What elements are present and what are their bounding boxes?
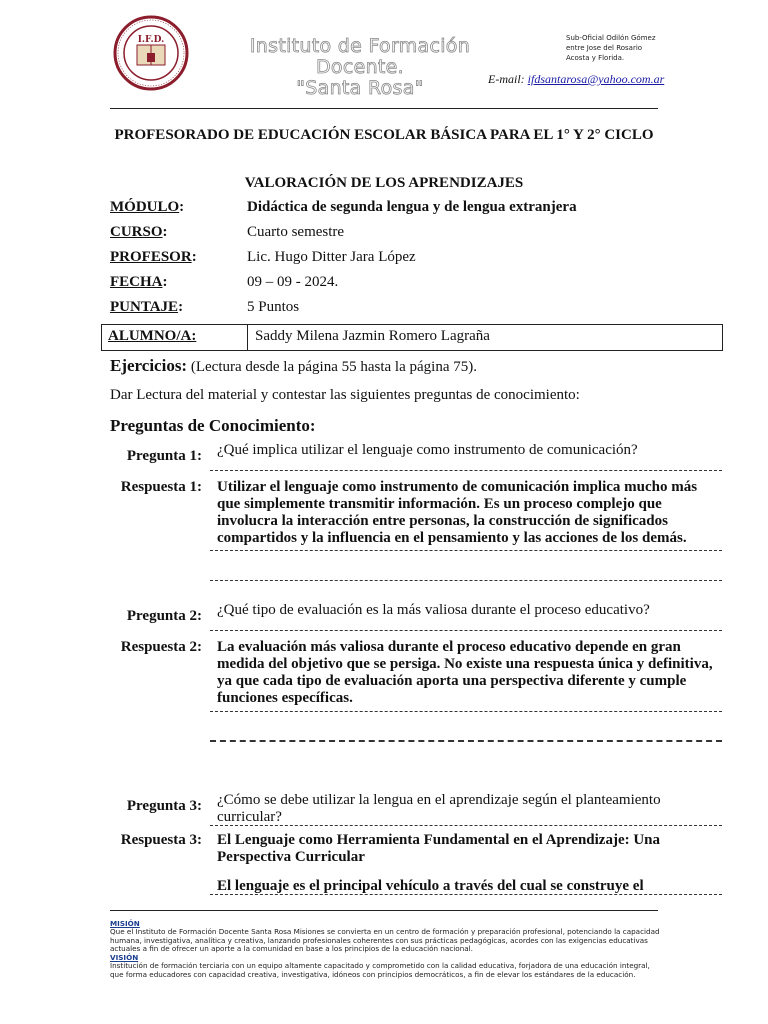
exercises-note: (Lectura desde la página 55 hasta la página 75).: [190, 359, 477, 375]
section-title: Preguntas de Conocimiento:: [110, 416, 316, 435]
info-value-fecha: 09 – 09 - 2024.: [247, 274, 339, 290]
institute-title: [210, 36, 510, 99]
dashed-line: [210, 470, 722, 471]
student-name: Saddy Milena Jazmin Romero Lagraña: [255, 328, 490, 344]
student-box-divider: [247, 325, 248, 350]
question-label-1: Pregunta 1:: [126, 448, 202, 464]
email-line: [488, 72, 664, 87]
mission-text: Que el Instituto de Formación Docente Santa Rosa Misiones se convierta en un centro de formación y preparación profesional, potenciando la capacidad humana, investigativa, analítica y creativa, lanzando profesionales coherentes con sus prácticas pedagógicas, acordes con las exigencias educativas actuales a fin de ofrecer un aporte a la comunidad en base a los principios de la educación nacional.: [110, 927, 660, 954]
answer-text-1: Utilizar el lenguaje como instrumento de comunicación implica mucho más que simplemente transmitir información. Es un proceso complejo que involucra la interacción entre personas, la construcción de significados compartidos y la influencia en el pensamiento y las acciones de los demás.: [217, 479, 698, 546]
footer-divider: [110, 910, 658, 911]
info-value-modulo: Didáctica de segunda lengua y de lengua extranjera: [247, 199, 577, 215]
dashed-line: [210, 740, 722, 742]
header-divider: [110, 108, 658, 109]
info-value-puntaje: 5 Puntos: [247, 299, 300, 315]
dashed-line: [210, 550, 722, 551]
info-label-puntaje: PUNTAJE:: [110, 299, 184, 315]
info-label-modulo: MÓDULO:: [110, 199, 185, 215]
vision-title: VISIÓN: [110, 953, 139, 962]
info-value-curso: Cuarto semestre: [247, 224, 345, 240]
dashed-line: [210, 630, 722, 631]
question-text-1: ¿Qué implica utilizar el lenguaje como instrumento de comunicación?: [217, 442, 638, 458]
institute-logo: [111, 15, 191, 91]
student-label: ALUMNO/A:: [108, 328, 197, 344]
answer-text-3: El Lenguaje como Herramienta Fundamental en el Aprendizaje: Una Perspectiva Curricular: [217, 832, 661, 865]
vision-block: [110, 954, 660, 979]
info-value-profesor: Lic. Hugo Ditter Jara López: [247, 249, 416, 265]
answer-text-3-continued: El lenguaje es el principal vehículo a través del cual se construye el: [217, 878, 644, 894]
logo-text: I.F.D.: [137, 35, 165, 45]
info-label-profesor: PROFESOR:: [110, 249, 197, 265]
question-label-2: Pregunta 2:: [126, 608, 202, 624]
question-text-3: ¿Cómo se debe utilizar la lengua en el aprendizaje según el planteamiento curricular?: [217, 792, 661, 825]
instruction-text: Dar Lectura del material y contestar las siguientes preguntas de conocimiento:: [110, 387, 580, 403]
email-link[interactable]: ifdsantarosa@yahoo.com.ar: [527, 72, 665, 86]
answer-label-3: Respuesta 3:: [120, 832, 202, 848]
vision-text: Institución de formación terciaria con un equipo altamente capacitado y comprometido con la calidad educativa, forjadora de una educación integral, que forma educadores con capacidad creativa, investigativa, idóneos con principios democráticos, a fin de elevar los estándares de la educación.: [110, 961, 650, 979]
institute-address: Sub-Oficial Odilón Gómez entre Jose del Rosario Acosta y Florida.: [566, 34, 656, 62]
dashed-line: [210, 580, 722, 581]
mission-block: [110, 920, 660, 954]
evaluation-title: VALORACIÓN DE LOS APRENDIZAJES: [244, 175, 524, 191]
mission-title: MISIÓN: [110, 919, 140, 928]
institute-title-line1: Instituto de Formación: [249, 35, 471, 57]
question-label-3: Pregunta 3:: [126, 798, 202, 814]
exercises-line: [110, 356, 477, 376]
dashed-line: [210, 825, 722, 826]
exercises-label: Ejercicios:: [110, 356, 188, 375]
email-label: E-mail:: [488, 72, 525, 86]
info-label-fecha: FECHA:: [110, 274, 168, 290]
program-title: PROFESORADO DE EDUCACIÓN ESCOLAR BÁSICA PARA EL 1° Y 2° CICLO: [114, 127, 654, 143]
dashed-line: [210, 711, 722, 712]
student-box: [101, 324, 723, 351]
info-label-curso: CURSO:: [110, 224, 168, 240]
answer-label-1: Respuesta 1:: [120, 479, 202, 495]
question-text-2: ¿Qué tipo de evaluación es la más valiosa durante el proceso educativo?: [217, 602, 650, 618]
dashed-line: [210, 894, 722, 895]
answer-text-2: La evaluación más valiosa durante el proceso educativo depende en gran medida del objetivo que se persiga. No existe una respuesta única y definitiva, ya que cada tipo de evaluación aporta una perspectiva diferente y cumple funciones específicas.: [217, 639, 713, 706]
institute-title-line3: "Santa Rosa": [296, 77, 424, 99]
answer-label-2: Respuesta 2:: [120, 639, 202, 655]
institute-title-line2: Docente.: [315, 56, 404, 78]
